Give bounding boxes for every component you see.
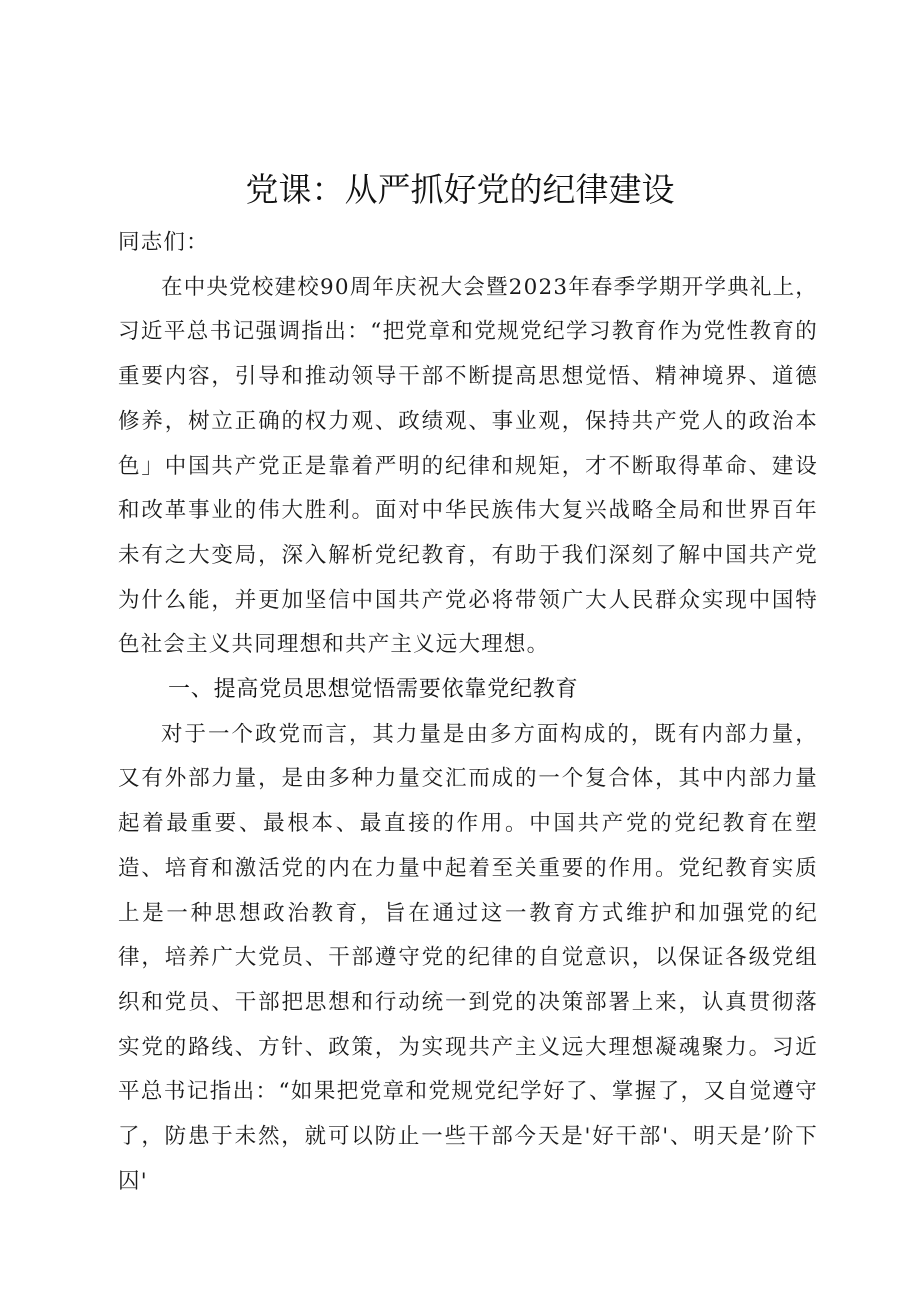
greeting: 同志们：	[118, 230, 209, 255]
paragraph-section-1: 对于一个政党而言，其力量是由多方面构成的，既有内部力量，又有外部力量，是由多种力量交汇而成的一个复合体，其中内部力量起着最重要、最根本、最直接的作用。中国共产党的党纪教育在塑造、培育和激活党的内在力量中起着至关重要的作用。党纪教育实质上是一种思想政治教育，旨在通过这一教育方式维护和加强党的纪律，培养广大党员、干部遵守党的纪律的自觉意识，以保证各级党组织和党员、干部把思想和行动统一到党的决策部署上来，认真贯彻落实党的路线、方针、政策，为实现共产主义远大理想凝魂聚力。习近平总书记指出：“如果把党章和党规党纪学好了、掌握了，又自觉遵守了，防患于未然，就可以防止一些干部今天是'好干部'、明天是’阶下囚'	[118, 721, 818, 1194]
document-body	[118, 221, 818, 1204]
document-title: 党课：从严抓好党的纪律建设	[245, 170, 675, 209]
paragraph-intro: 在中央党校建校90周年庆祝大会暨2023年春季学期开学典礼上，习近平总书记强调指出：“把党章和党规党纪学习教育作为党性教育的重要内容，引导和推动领导干部不断提高思想觉悟、精神境界、道德修养，树立正确的权力观、政绩观、事业观，保持共产党人的政治本色」中国共产党正是靠着严明的纪律和规矩，才不断取得革命、建设和改革事业的伟大胜利。面对中华民族伟大复兴战略全局和世界百年未有之大变局，深入解析党纪教育，有助于我们深刻了解中国共产党为什么能，并更加坚信中国共产党必将带领广大人民群众实现中国特色社会主义共同理想和共产主义远大理想。	[118, 274, 818, 658]
section-heading: 一、提高党员思想觉悟需要依靠党纪教育	[168, 677, 579, 703]
